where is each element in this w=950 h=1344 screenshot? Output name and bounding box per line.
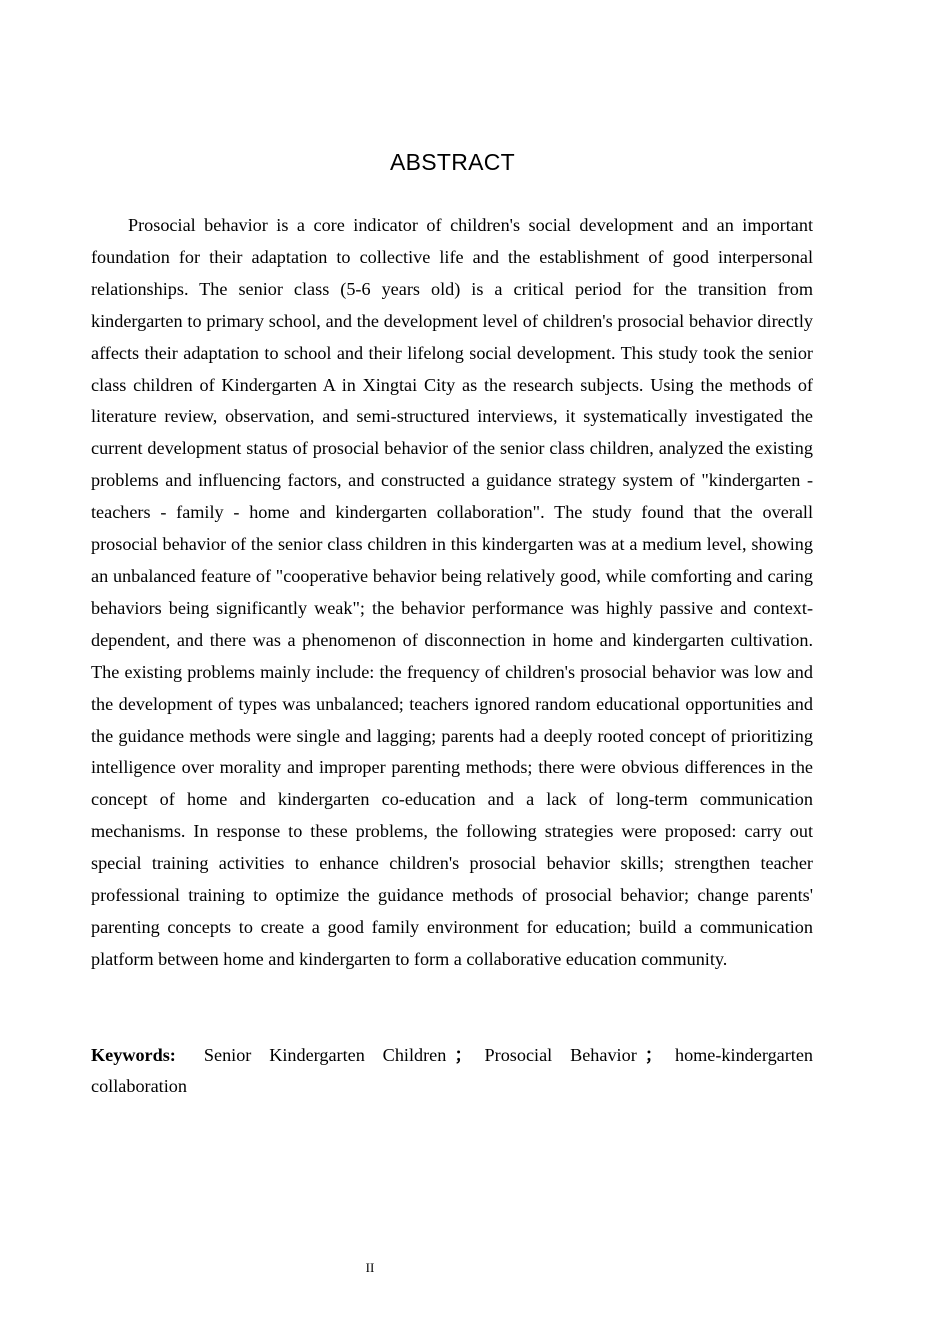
abstract-title: ABSTRACT xyxy=(389,149,516,175)
keyword-separator: ； xyxy=(454,1045,473,1065)
keyword-separator: ； xyxy=(644,1045,663,1065)
keywords-label: Keywords: xyxy=(91,1045,176,1065)
page-number: II xyxy=(365,1260,375,1275)
keywords-line xyxy=(91,1040,813,1103)
keyword-item: Senior Kindergarten Children xyxy=(203,1045,447,1065)
abstract-paragraph: Prosocial behavior is a core indicator of children's social development and an important foundation for their adaptation to collective life and the establishment of good interpersonal relationships. The senior class (5-6 years old) is a critical period for the transition from kindergarten to primary school, and the development level of children's prosocial behavior directly affects their adaptation to school and their lifelong social development. This study took the senior class children of Kindergarten A in Xingtai City as the research subjects. Using the methods of literature review, observation, and semi-structured interviews, it systematically investigated the current development status of prosocial behavior of the senior class children, analyzed the existing problems and influencing factors, and constructed a guidance strategy system of "kindergarten - teachers - family - home and kindergarten collaboration". The study found that the overall prosocial behavior of the senior class children in this kindergarten was at a medium level, showing an unbalanced feature of "cooperative behavior being relatively good, while comforting and caring behaviors being significantly weak"; the behavior performance was highly passive and context-dependent, and there was a phenomenon of disconnection in home and kindergarten cultivation. The existing problems mainly include: the frequency of children's prosocial behavior was low and the development of types was unbalanced; teachers ignored random educational opportunities and the guidance methods were single and lagging; parents had a deeply rooted concept of prioritizing intelligence over morality and improper parenting methods; there were obvious differences in the concept of home and kindergarten co-education and a lack of long-term communication mechanisms. In response to these problems, the following strategies were proposed: carry out special training activities to enhance children's prosocial behavior skills; strengthen teacher professional training to optimize the guidance methods of prosocial behavior; change parents' parenting concepts to create a good family environment for education; build a communication platform between home and kindergarten to form a collaborative education community. xyxy=(91,215,813,969)
keyword-item: home-kindergarten collaboration xyxy=(91,1045,814,1097)
keyword-item: Prosocial Behavior xyxy=(484,1045,637,1065)
